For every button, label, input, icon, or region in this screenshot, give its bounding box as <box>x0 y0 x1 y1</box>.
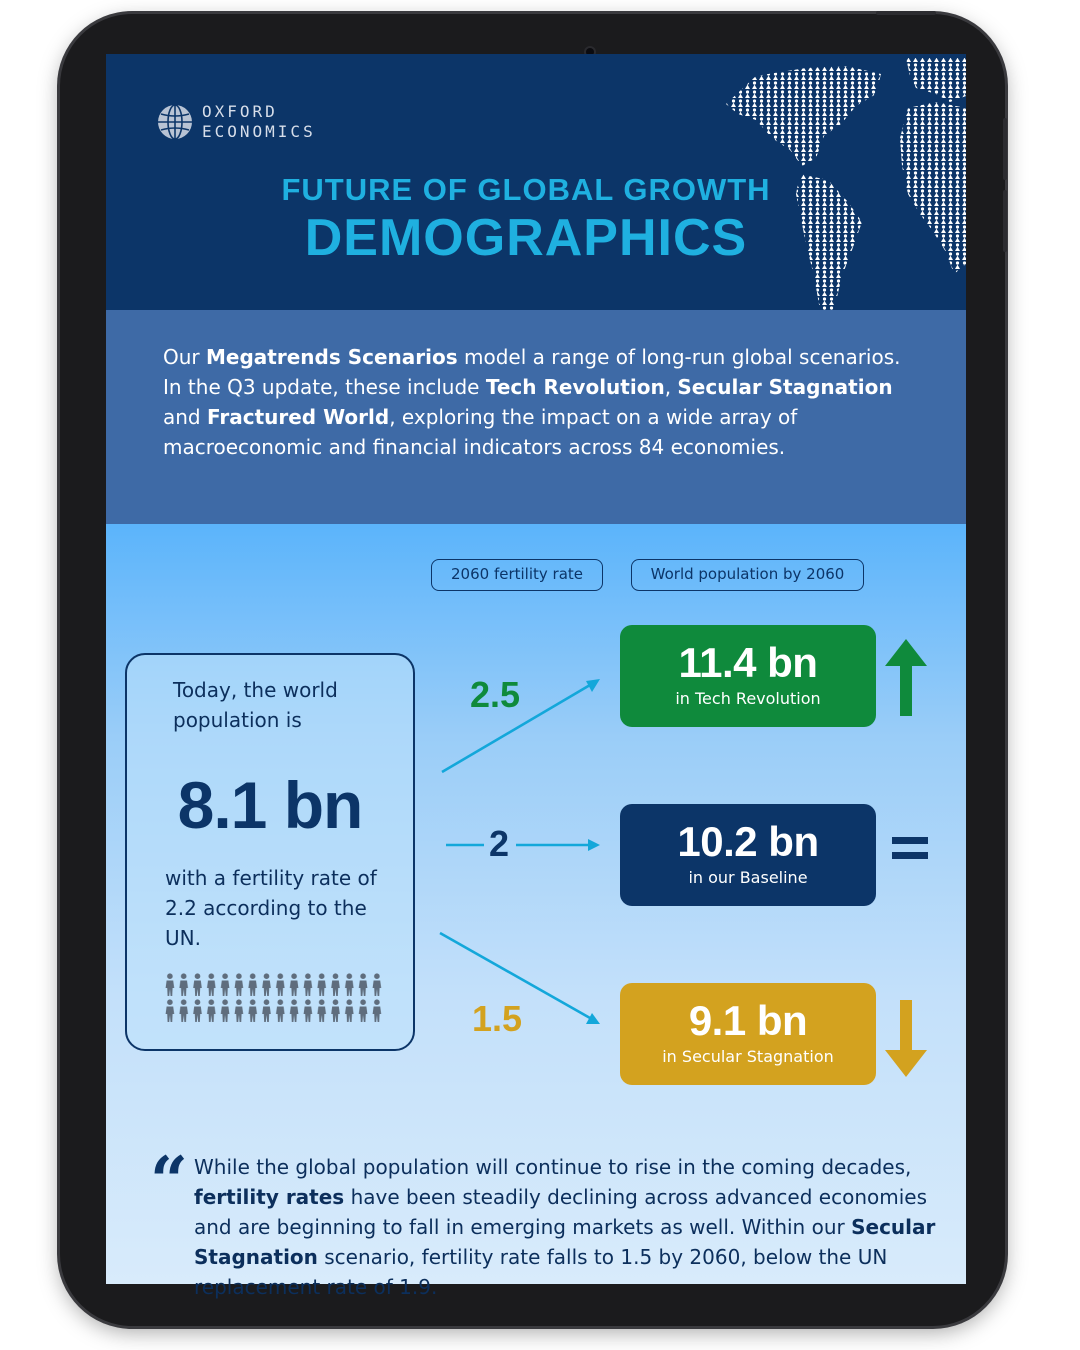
fertility-rate-tech: 2.5 <box>470 674 521 715</box>
page-title: DEMOGRAPHICS <box>304 209 748 267</box>
page-subtitle: FUTURE OF GLOBAL GROWTH <box>281 172 771 207</box>
trend-equal-icon-bottom <box>892 852 928 859</box>
scenarios-section <box>106 524 966 1299</box>
arrow-down-head <box>586 1013 600 1024</box>
scenario-label: in Tech Revolution <box>675 689 821 708</box>
intro-section <box>106 310 966 524</box>
tablet-top-button <box>876 11 936 15</box>
trend-equal-icon-top <box>892 837 928 844</box>
quote-icon: “ <box>150 1142 188 1220</box>
brand-line-1: OXFORD <box>202 102 278 121</box>
tablet-side-button <box>1003 190 1007 252</box>
brand-logo <box>156 102 316 142</box>
scenario-card-tech-revolution <box>620 625 876 727</box>
scenario-card-baseline <box>620 804 876 906</box>
fertility-rate-baseline: 2 <box>489 823 510 864</box>
brand-line-2: ECONOMICS <box>202 122 316 141</box>
arrow-middle-head <box>588 839 600 851</box>
trend-down-icon <box>885 1000 927 1077</box>
scenario-value: 10.2 bn <box>677 818 819 865</box>
today-intro-text: Today, the world population is <box>173 678 338 732</box>
today-fertility-text: with a fertility rate of 2.2 according to the UN. <box>165 866 377 950</box>
trend-up-icon <box>885 639 927 716</box>
fertility-rate-label: 2060 fertility rate <box>431 559 603 591</box>
tablet-side-button <box>1003 118 1007 180</box>
intro-paragraph: Our Megatrends Scenarios model a range of long-run global scenarios. In the Q3 update, these include Tech Revolution, Secular Stagnation and Fractured World, exploring the impact on a wide array of macroeconomic and financial indicators across 84 economies. <box>163 345 901 459</box>
today-population-value: 8.1 bn <box>177 768 363 842</box>
fertility-rate-secular: 1.5 <box>472 998 523 1039</box>
scenario-value: 11.4 bn <box>678 639 818 686</box>
screen <box>106 54 966 1299</box>
quote-paragraph: While the global population will continue to rise in the coming decades, fertility rates have been steadily declining across advanced economies and are beginning to fall in emerging markets as well. Within our Secular Stagnation scenario, fertility rate falls to 1.5 by 2060, below the UN replacement rate of 1.9. <box>194 1155 936 1299</box>
scenario-label: in Secular Stagnation <box>662 1047 834 1066</box>
scenario-card-secular-stagnation <box>620 983 876 1085</box>
header-banner <box>106 54 966 310</box>
scenario-label: in our Baseline <box>688 868 808 887</box>
world-map-people-illustration <box>716 54 966 310</box>
world-population-label: World population by 2060 <box>631 559 864 591</box>
scenario-value: 9.1 bn <box>688 997 808 1044</box>
globe-icon <box>156 103 194 141</box>
